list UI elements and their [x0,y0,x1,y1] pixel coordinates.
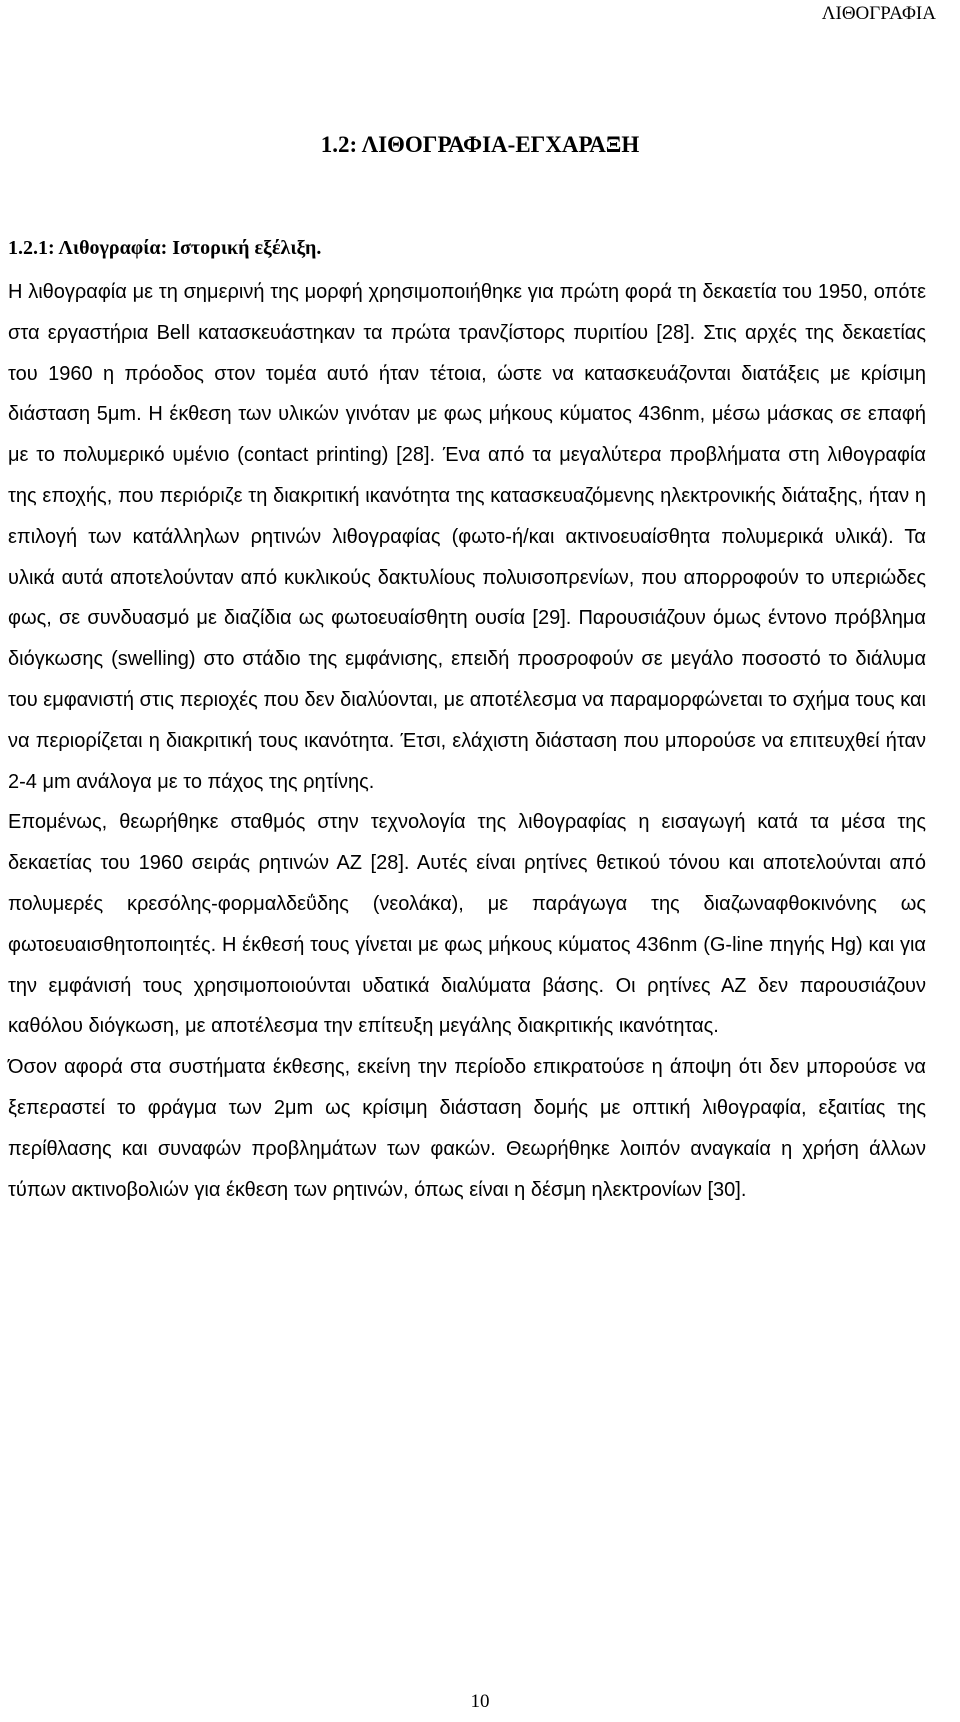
paragraph-exposure-systems: Όσον αφορά στα συστήματα έκθεσης, εκείνη την περίοδο επικρατούσε η άποψη ότι δεν μπορούσε να ξεπεραστεί το φράγμα των 2μm ως κρίσιμη διάσταση δομής με οπτική λιθογραφία, εξαιτίας της περίθλασης και συναφών προβλημάτων των φακών. Θεωρήθηκε λοιπόν αναγκαία η χρήση άλλων τύπων ακτινοβολιών για έκθεση των ρητινών, όπως είναι η δέσμη ηλεκτρονίων [30]. [8,1056,926,1201]
paragraph-history: Η λιθογραφία με τη σημερινή της μορφή χρησιμοποιήθηκε για πρώτη φορά τη δεκαετία του 1950, οπότε στα εργαστήρια Bell κατασκευάστηκαν τα πρώτα τρανζίστορς πυριτίου [28]. Στις αρχές της δεκαετίας του 1960 η πρόοδος στον τομέα αυτό ήταν τέτοια, ώστε να κατασκευάζονται διατάξεις με κρίσιμη διάσταση 5μm. Η έκθεση των υλικών γινόταν με φως μήκους κύματος 436nm, μέσω μάσκας σε επαφή με το πολυμερικό υμένιο (contact printing) [28]. Ένα από τα μεγαλύτερα προβλήματα στη λιθογραφία της εποχής, που περιόριζε τη διακριτική ικανότητα της κατασκευαζόμενης ηλεκτρονικής διάταξης, ήταν η επιλογή των κατάλληλων ρητινών λιθογραφίας (φωτο-ή/και ακτινοευαίσθητα πολυμερικά υλικά). Τα υλικά αυτά αποτελούνταν από κυκλικούς δακτυλίους πολυισοπρενίων, που απορροφούν το υπεριώδες φως, σε συνδυασμό με διαζίδια ως φωτοευαίσθητη ουσία [29]. Παρουσιάζουν όμως έντονο πρόβλημα διόγκωσης (swelling) στο στάδιο της εμφάνισης, επειδή προσροφούν σε μεγάλο ποσοστό το διάλυμα του εμφανιστή στις περιοχές που δεν διαλύονται, με αποτέλεσμα να παραμορφώνεται το σχήμα τους και να περιορίζεται η διακριτική τους ικανότητα. Έτσι, ελάχιστη διάσταση που μπορούσε να επιτευχθεί ήταν 2-4 μm ανάλογα με το πάχος της ρητίνης. [8,281,926,793]
subsection-title: 1.2.1: Λιθογραφία: Ιστορική εξέλιξη. [8,237,322,259]
section-title: 1.2: ΛΙΘΟΓΡΑΦΙΑ-ΕΓΧΑΡΑΞΗ [320,132,640,157]
running-header: ΛΙΘΟΓΡΑΦΙΑ [821,3,936,24]
paragraph-az-resists: Επομένως, θεωρήθηκε σταθμός στην τεχνολογία της λιθογραφίας η εισαγωγή κατά τα μέσα της δεκαετίας του 1960 σειράς ρητινών ΑΖ [28]. Αυτές είναι ρητίνες θετικού τόνου και αποτελούνται από πολυμερές κρεσόλης-φορμαλδεΰδης (νεολάκα), με παράγωγα της διαζωναφθοκινόνης ως φωτοευαισθητοποιητές. Η έκθεσή τους γίνεται με φως μήκους κύματος 436nm (G-line πηγής Hg) και για την εμφάνισή τους χρησιμοποιούνται υδατικά διαλύματα βάσης. Οι ρητίνες ΑΖ δεν παρουσιάζουν καθόλου διόγκωση, με αποτέλεσμα την επίτευξη μεγάλης διακριτικής ικανότητας. [8,811,926,1038]
page-number: 10 [470,1691,490,1712]
body-text [8,272,926,1210]
